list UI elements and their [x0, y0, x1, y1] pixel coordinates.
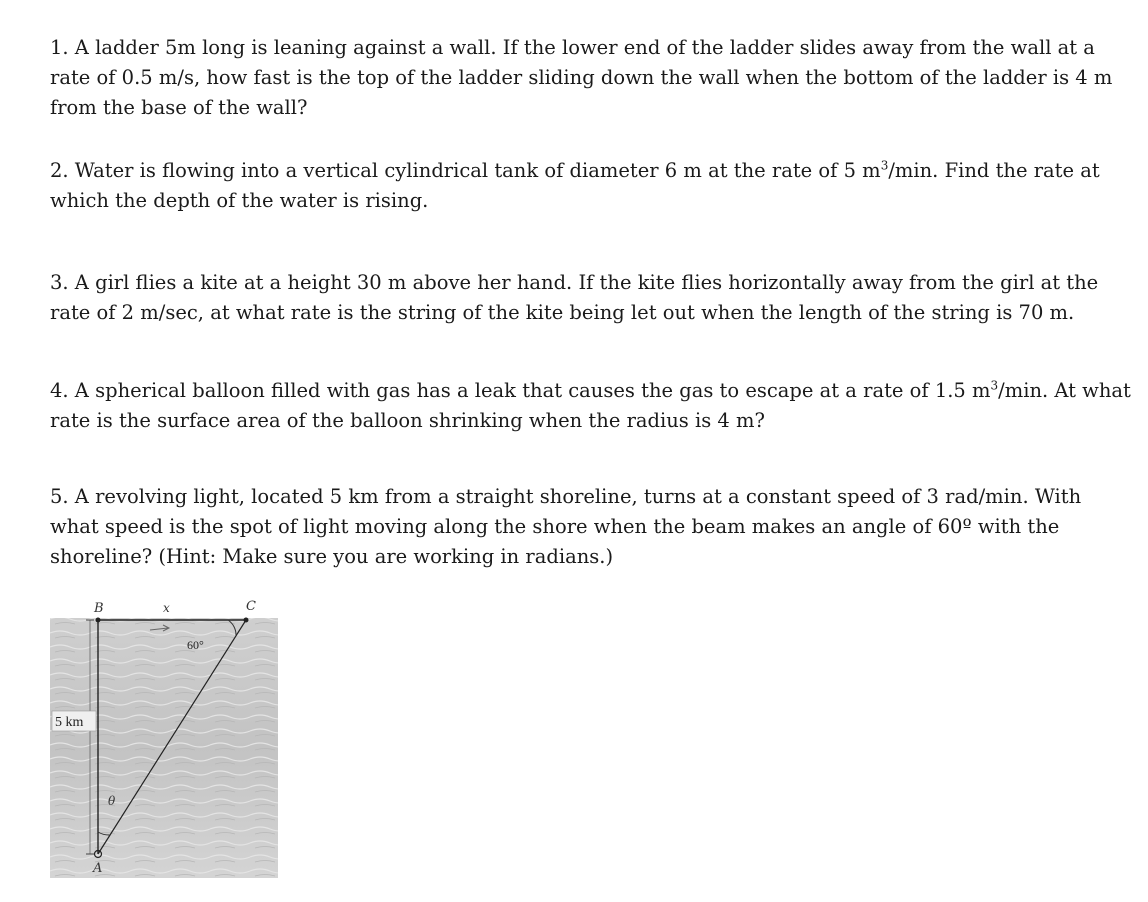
water-texture — [50, 618, 278, 878]
label-c: C — [246, 599, 256, 614]
label-b: B — [94, 601, 104, 616]
label-x: x — [163, 601, 170, 615]
problem-4-text-b: /min. At what rate is the surface area of the balloon shrinking when the radius is 4 m? — [50, 379, 1131, 432]
point-b-marker — [96, 618, 101, 623]
problem-2-superscript: 3 — [880, 158, 889, 173]
lighthouse-diagram — [50, 598, 278, 878]
problem-1: 1. A ladder 5m long is leaning against a wall. If the lower end of the ladder slides away from the wall at a rate of 0.5 m/s, how fast is the top of the ladder sliding down the wall when the bottom of the ladder is 4 m from the base of the wall? — [50, 36, 1113, 119]
lighthouse-diagram-svg — [50, 598, 278, 878]
problem-3: 3. A girl flies a kite at a height 30 m above her hand. If the kite flies horizontally away from the girl at the rate of 2 m/sec, at what rate is the string of the kite being let out when the length of the string is 70 m. — [50, 271, 1099, 324]
problem-2-text-b: /min. Find the rate at which the depth of the water is rising. — [50, 159, 1100, 212]
problem-4 — [50, 376, 1135, 436]
label-5-km: 5 km — [55, 715, 84, 730]
label-theta: θ — [108, 794, 116, 808]
problem-4-text-a: 4. A spherical balloon filled with gas has a leak that causes the gas to escape at a rate of 1.5 m — [50, 379, 991, 402]
label-a: A — [93, 861, 103, 876]
label-angle-60: 60° — [187, 638, 204, 652]
problem-2-text-a: 2. Water is flowing into a vertical cylindrical tank of diameter 6 m at the rate of 5 m — [50, 159, 881, 182]
problem-4-superscript: 3 — [990, 378, 999, 393]
problem-5: 5. A revolving light, located 5 km from a straight shoreline, turns at a constant speed of 3 rad/min. With what speed is the spot of light moving along the shore when the beam makes an angle of 60º with the shoreline? (Hint: Make sure you are working in radians.) — [50, 485, 1082, 568]
problem-2 — [50, 156, 1135, 216]
point-c-marker — [244, 618, 249, 623]
